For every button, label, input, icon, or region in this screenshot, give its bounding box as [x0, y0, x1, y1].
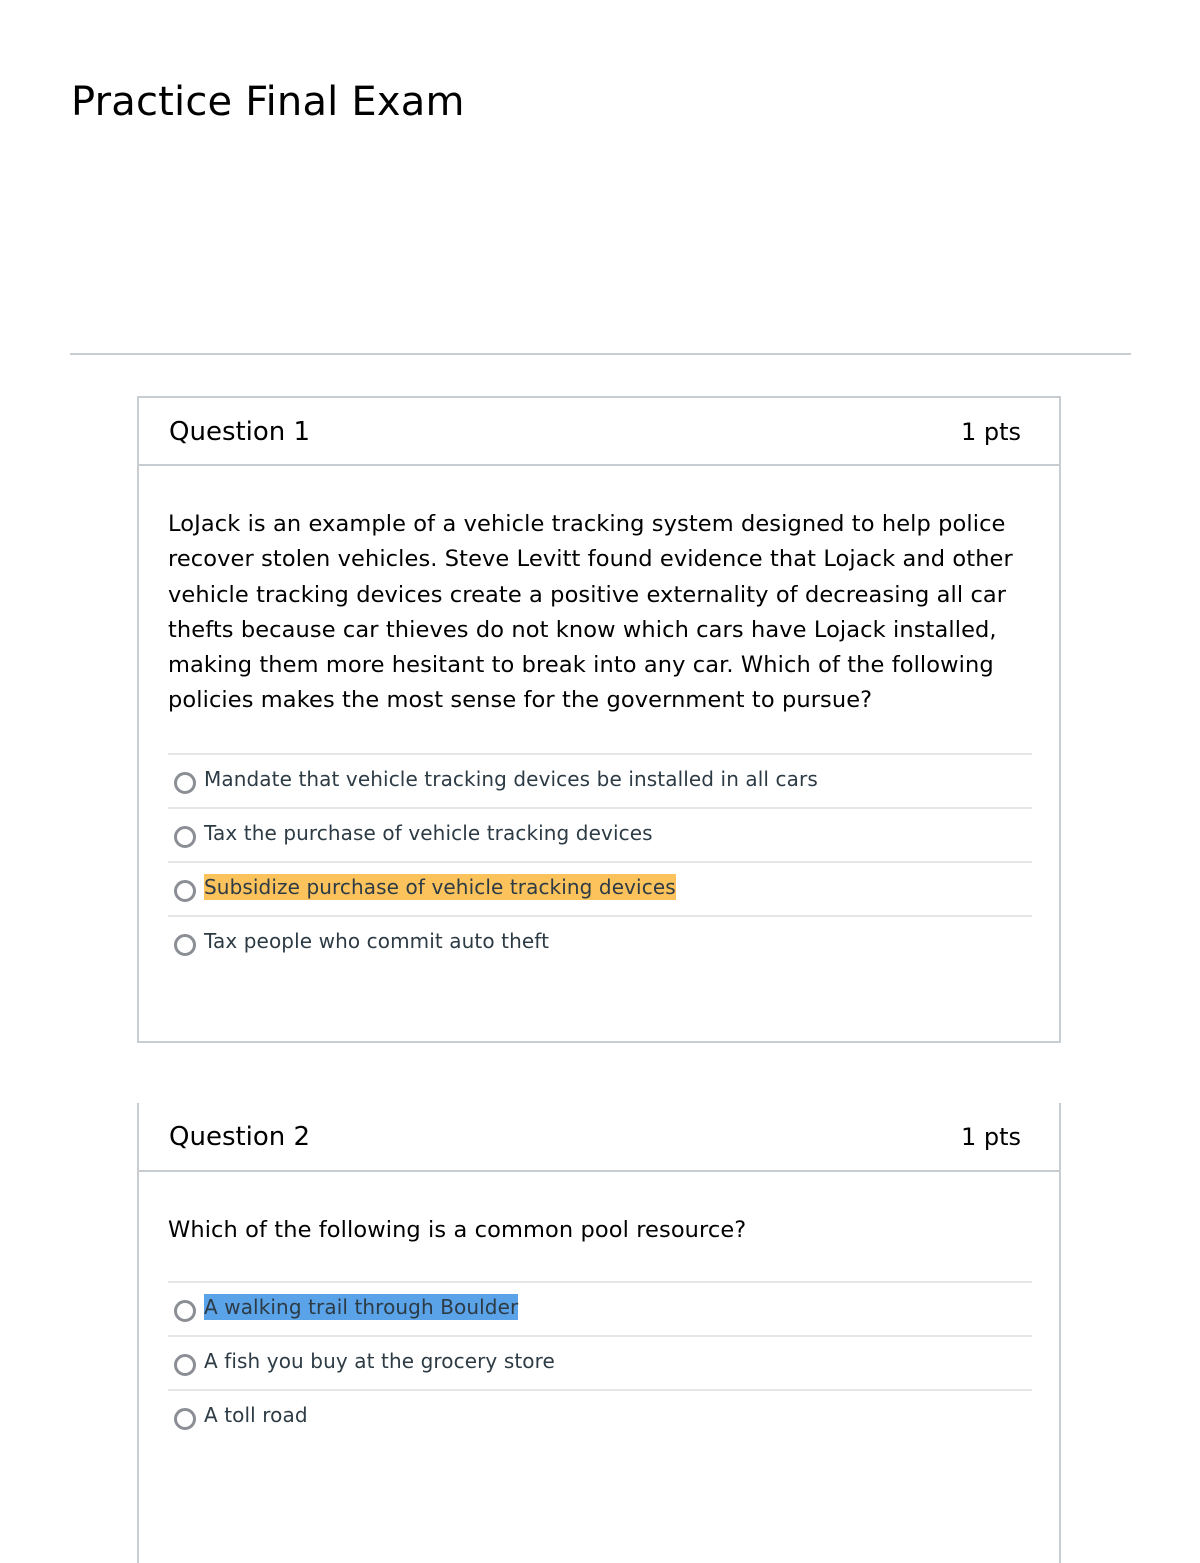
- radio-button-icon[interactable]: [174, 1354, 196, 1376]
- radio-button-icon[interactable]: [174, 1408, 196, 1430]
- answer-label[interactable]: Tax the purchase of vehicle tracking devices: [204, 820, 653, 845]
- page-title: Practice Final Exam: [71, 79, 465, 125]
- answer-label[interactable]: A toll road: [204, 1403, 308, 1428]
- answer-option[interactable]: [168, 861, 1032, 915]
- question-title: Question 1: [169, 417, 311, 447]
- answer-list: [168, 753, 1032, 969]
- radio-button-icon[interactable]: [174, 934, 196, 956]
- question-card: [137, 396, 1061, 1043]
- question-text: LoJack is an example of a vehicle tracking system designed to help police recover stolen vehicles. Steve Levitt found evidence that Lojack and other vehicle tracking devices create a positive externality of decreasing all car thefts because car thieves do not know which cars have Lojack installed, making them more hesitant to break into any car. Which of the following policies makes the most sense for the government to pursue?: [168, 511, 1013, 714]
- answer-label-highlighted[interactable]: A walking trail through Boulder: [204, 1295, 519, 1320]
- answer-list: [168, 1281, 1032, 1443]
- answer-option[interactable]: [168, 915, 1032, 969]
- radio-button-icon[interactable]: [174, 1300, 196, 1322]
- question-body: [139, 1172, 1059, 1443]
- question-title: Question 2: [169, 1122, 311, 1152]
- answer-label[interactable]: Mandate that vehicle tracking devices be installed in all cars: [204, 766, 818, 791]
- answer-option[interactable]: [168, 807, 1032, 861]
- question-header: [139, 398, 1059, 466]
- answer-label[interactable]: Tax people who commit auto theft: [204, 928, 550, 953]
- radio-button-icon[interactable]: [174, 826, 196, 848]
- radio-button-icon[interactable]: [174, 772, 196, 794]
- answer-option[interactable]: [168, 753, 1032, 807]
- question-points: 1 pts: [960, 1123, 1021, 1151]
- radio-button-icon[interactable]: [174, 880, 196, 902]
- question-text: Which of the following is a common pool resource?: [168, 1217, 747, 1243]
- answer-label-highlighted[interactable]: Subsidize purchase of vehicle tracking devices: [204, 874, 676, 899]
- answer-label[interactable]: A fish you buy at the grocery store: [204, 1349, 555, 1374]
- question-card: [137, 1103, 1061, 1563]
- title-divider: [70, 353, 1131, 355]
- answer-option[interactable]: [168, 1281, 1032, 1335]
- answer-option[interactable]: [168, 1389, 1032, 1443]
- answer-option[interactable]: [168, 1335, 1032, 1389]
- question-header: [139, 1103, 1059, 1172]
- question-body: [139, 466, 1059, 969]
- question-points: 1 pts: [960, 418, 1021, 446]
